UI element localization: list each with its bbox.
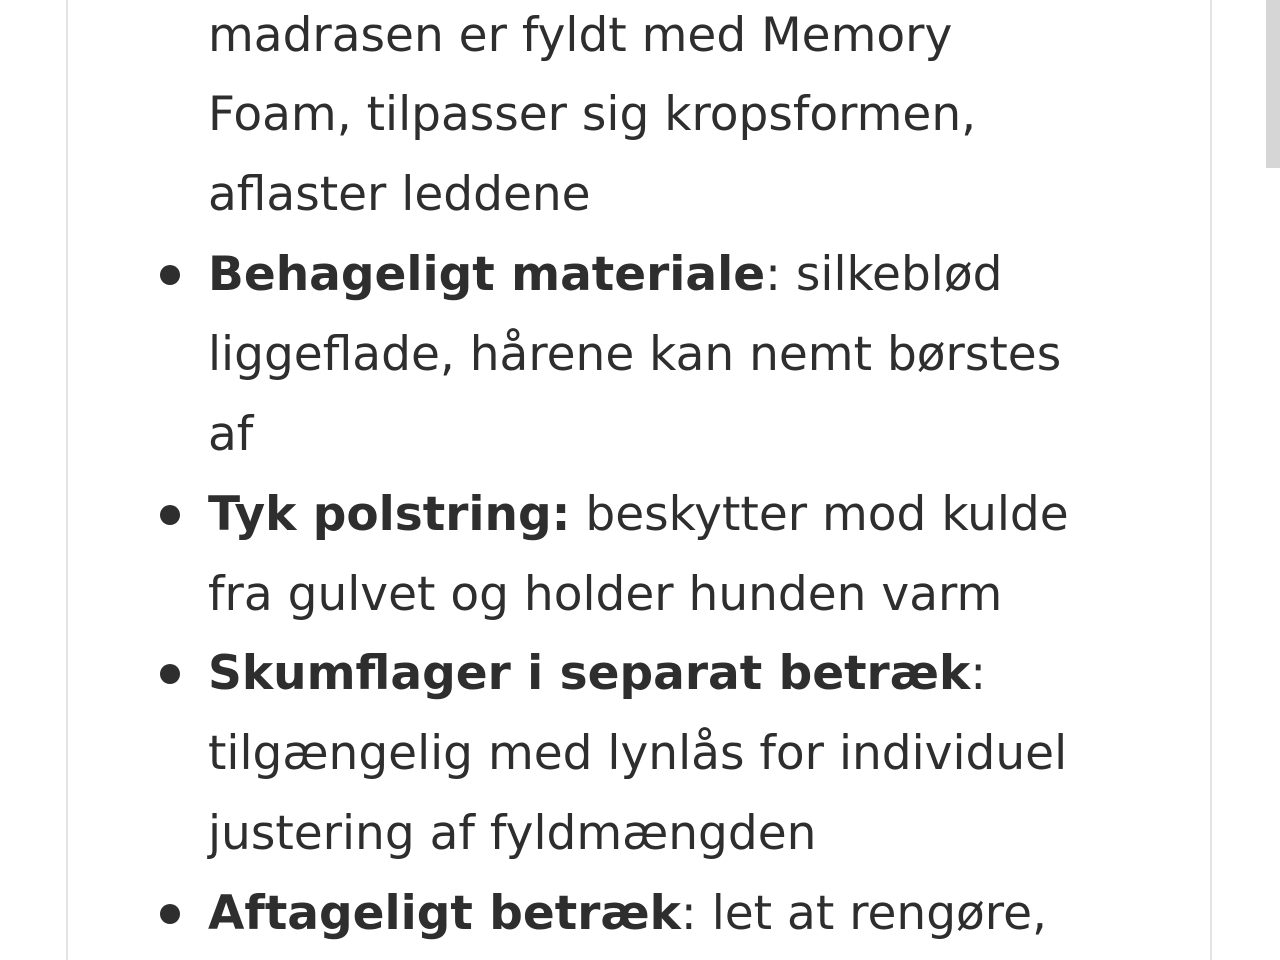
bullet-icon (160, 265, 180, 285)
list-item-separator: : (970, 646, 987, 701)
list-item-line: tilgængelig med lynlås for individuel (208, 726, 1068, 781)
list-item-line: af (208, 407, 254, 462)
list-item-line: liggeflade, hårene kan nemt børstes (208, 327, 1062, 382)
bullet-icon (160, 505, 180, 525)
bullet-icon (160, 664, 180, 684)
scrollbar-thumb[interactable] (1266, 0, 1280, 168)
list-item-title: Behageligt materiale (208, 247, 766, 302)
list-item-text: silkeblød (795, 247, 1003, 302)
list-item-first-line (208, 475, 1069, 555)
list-item-first-line (208, 235, 1002, 315)
list-item-separator (570, 487, 585, 542)
list-item-line: fra gulvet og holder hunden varm (208, 567, 1003, 622)
list-item-line: justering af fyldmængden (208, 806, 817, 861)
intro-line: madrasen er fyldt med Memory (208, 8, 953, 63)
list-item-title: Tyk polstring: (208, 487, 571, 542)
list-item-text: beskytter mod kulde (585, 487, 1069, 542)
list-item-separator: : (765, 247, 796, 302)
list-item-title: Skumflager i separat betræk (208, 646, 971, 701)
list-item-first-line (208, 634, 986, 714)
intro-line: aflaster leddene (208, 167, 591, 222)
bullet-icon (160, 904, 180, 924)
intro-line: Foam, tilpasser sig kropsformen, (208, 87, 977, 142)
list-item-separator: : (680, 886, 712, 941)
list-item-first-line (208, 874, 1047, 954)
list-item-text: let at rengøre, (711, 886, 1047, 941)
list-item-title: Aftageligt betræk (208, 886, 681, 941)
